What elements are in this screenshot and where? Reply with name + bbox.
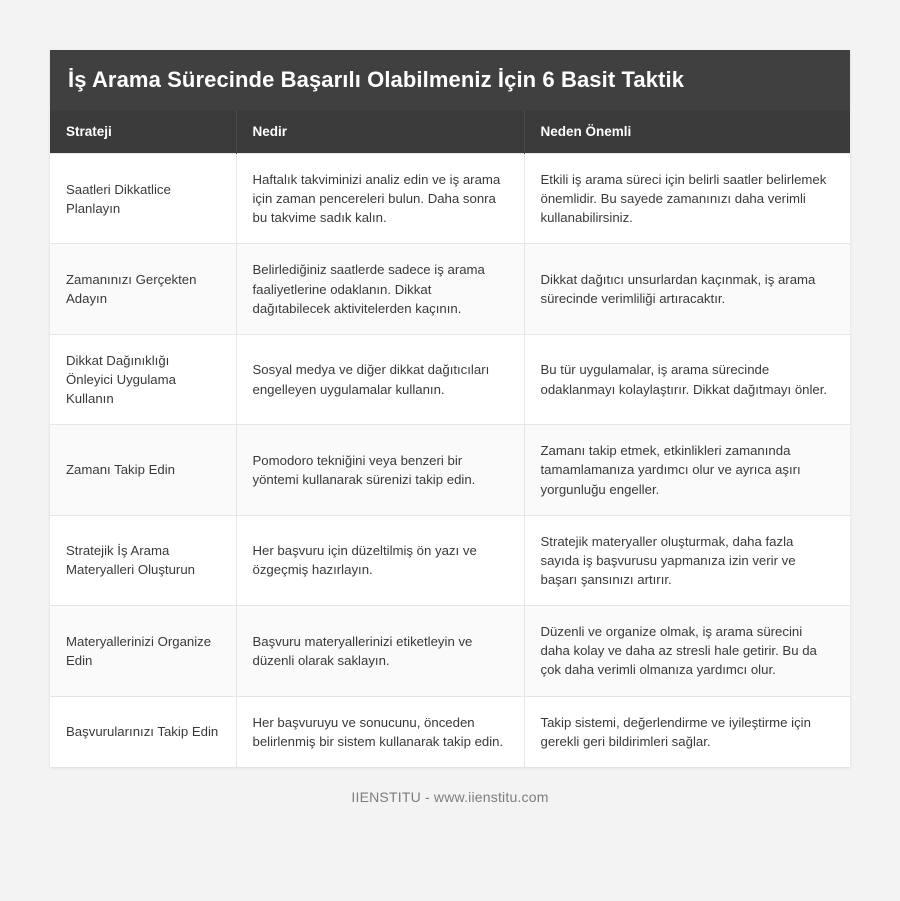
page-title: İş Arama Sürecinde Başarılı Olabilmeniz İçin 6 Basit Taktik	[68, 66, 685, 92]
column-header-neden-onemli: Neden Önemli	[524, 110, 850, 154]
cell-strateji: Saatleri Dikkatlice Planlayın	[50, 154, 236, 244]
cell-strateji: Başvurularınızı Takip Edin	[50, 696, 236, 767]
cell-nedir: Her başvuruyu ve sonucunu, önceden belirlenmiş bir sistem kullanarak takip edin.	[236, 696, 524, 767]
column-header-nedir: Nedir	[236, 110, 524, 154]
column-header-strateji: Strateji	[50, 110, 236, 154]
cell-nedir: Haftalık takviminizi analiz edin ve iş arama için zaman pencereleri bulun. Daha sonra bu takvime sadık kalın.	[236, 154, 524, 244]
cell-nedir: Başvuru materyallerinizi etiketleyin ve düzenli olarak saklayın.	[236, 606, 524, 696]
table-row	[50, 244, 850, 334]
cell-strateji: Materyallerinizi Organize Edin	[50, 606, 236, 696]
cell-neden: Düzenli ve organize olmak, iş arama sürecini daha kolay ve daha az stresli hale getirir. Bu da çok daha verimli olmanıza yardımcı olur.	[524, 606, 850, 696]
cell-nedir: Sosyal medya ve diğer dikkat dağıtıcıları engelleyen uygulamalar kullanın.	[236, 334, 524, 424]
cell-neden: Stratejik materyaller oluşturmak, daha fazla sayıda iş başvurusu yapmanıza izin verir ve başarı şansınızı artırır.	[524, 515, 850, 605]
cell-nedir: Her başvuru için düzeltilmiş ön yazı ve özgeçmiş hazırlayın.	[236, 515, 524, 605]
table-row	[50, 606, 850, 696]
table-row	[50, 696, 850, 767]
cell-nedir: Belirlediğiniz saatlerde sadece iş arama faaliyetlerine odaklanın. Dikkat dağıtabilecek aktivitelerden kaçının.	[236, 244, 524, 334]
cell-neden: Etkili iş arama süreci için belirli saatler belirlemek önemlidir. Bu sayede zamanınızı daha verimli kullanabilirsiniz.	[524, 154, 850, 244]
cell-neden: Bu tür uygulamalar, iş arama sürecinde odaklanmayı kolaylaştırır. Dikkat dağıtmayı önler.	[524, 334, 850, 424]
table-row	[50, 515, 850, 605]
cell-strateji: Zamanınızı Gerçekten Adayın	[50, 244, 236, 334]
cell-strateji: Dikkat Dağınıklığı Önleyici Uygulama Kullanın	[50, 334, 236, 424]
strategy-table	[50, 110, 850, 767]
table-row	[50, 334, 850, 424]
table-row	[50, 154, 850, 244]
table-row	[50, 425, 850, 515]
table-body	[50, 154, 850, 767]
table-header	[50, 110, 850, 154]
content-card	[50, 50, 850, 767]
cell-strateji: Zamanı Takip Edin	[50, 425, 236, 515]
cell-neden: Dikkat dağıtıcı unsurlardan kaçınmak, iş arama sürecinde verimliliği artıracaktır.	[524, 244, 850, 334]
footer-attribution: IIENSTITU - www.iienstitu.com	[351, 788, 549, 805]
title-bar	[50, 50, 850, 110]
cell-neden: Takip sistemi, değerlendirme ve iyileştirme için gerekli geri bildirimleri sağlar.	[524, 696, 850, 767]
cell-strateji: Stratejik İş Arama Materyalleri Oluşturun	[50, 515, 236, 605]
cell-nedir: Pomodoro tekniğini veya benzeri bir yöntemi kullanarak sürenizi takip edin.	[236, 425, 524, 515]
table-header-row	[50, 110, 850, 154]
cell-neden: Zamanı takip etmek, etkinlikleri zamanında tamamlamanıza yardımcı olur ve ayrıca aşırı yorgunluğu engeller.	[524, 425, 850, 515]
